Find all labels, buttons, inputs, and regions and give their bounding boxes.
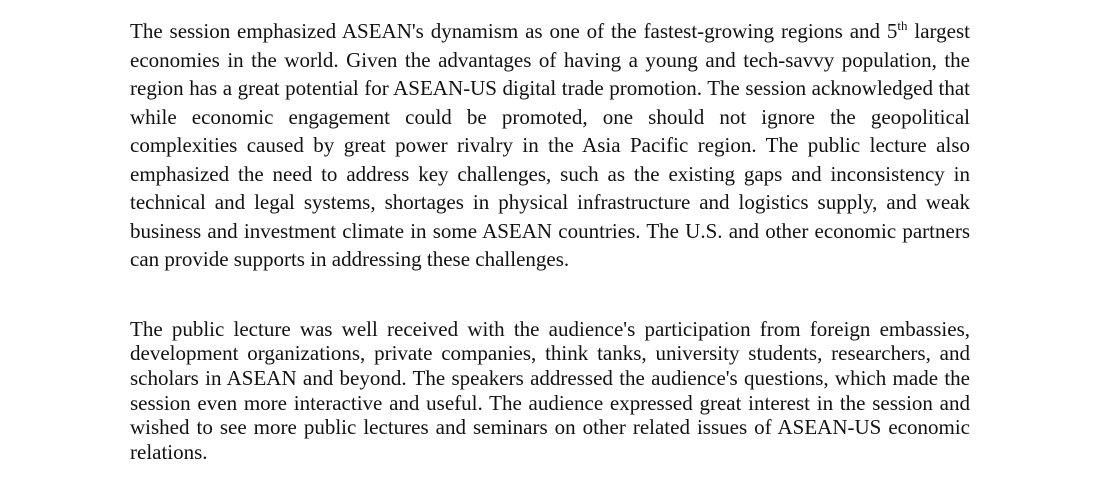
paragraph-text-start: The session emphasized ASEAN's dynamism as one of the fastest-growing regions and 5 — [130, 19, 898, 43]
ordinal-superscript: th — [897, 18, 908, 33]
paragraph-audience-reception: The public lecture was well received with the audience's participation from foreign embassies, development organizations, private companies, think tanks, university students, researchers, and scholars in ASEAN and beyond. The speakers addressed the audience's questions, which made the session even more interactive and useful. The audience expressed great interest in the session and wished to see more public lectures and seminars on other related issues of ASEAN-US economic relations. — [130, 316, 970, 465]
document-body — [130, 17, 970, 465]
paragraph-text-rest: largest economies in the world. Given the advantages of having a young and tech-savvy population, the region has a great potential for ASEAN-US digital trade promotion. The session acknowledged that while economic engagement could be promoted, one should not ignore the geopolitical complexities caused by great power rivalry in the Asia Pacific region. The public lecture also emphasized the need to address key challenges, such as the existing gaps and inconsistency in technical and legal systems, shortages in physical infrastructure and logistics supply, and weak business and investment climate in some ASEAN countries. The U.S. and other economic partners can provide supports in addressing these challenges. — [130, 19, 970, 271]
paragraph-session-summary — [130, 17, 970, 274]
